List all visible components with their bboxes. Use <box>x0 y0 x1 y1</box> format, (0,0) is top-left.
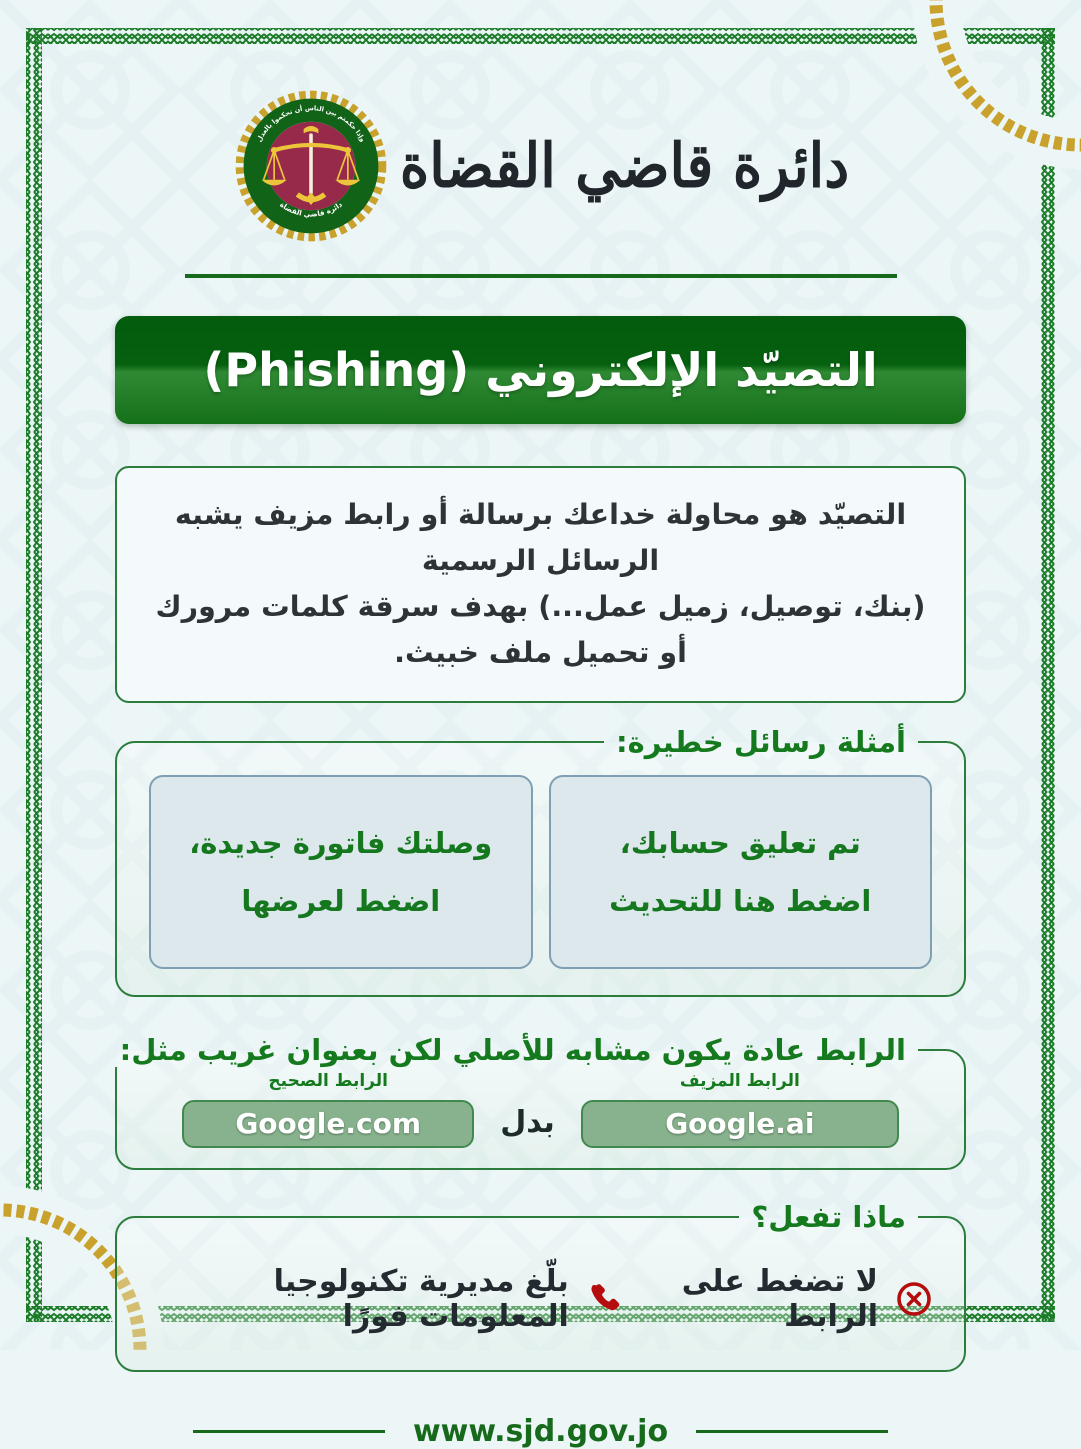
fake-link-column <box>581 1071 899 1148</box>
website-url: www.sjd.gov.jo <box>412 1413 669 1449</box>
poster-content <box>115 0 966 1449</box>
card-line-2: اضغط لعرضها <box>241 883 441 918</box>
examples-heading: أمثلة رسائل خطيرة: <box>616 724 906 759</box>
actions-section <box>115 1200 966 1372</box>
definition-box <box>115 466 966 703</box>
action-report: بلّغ مديرية تكنولوجيا المعلومات فورًا <box>273 1263 569 1334</box>
actions-heading: ماذا تفعل؟ <box>751 1199 906 1234</box>
real-link-column <box>182 1071 474 1148</box>
action-dont-click: لا تضغط على الرابط <box>681 1263 878 1334</box>
instead-of-word: بدل <box>500 1104 555 1140</box>
header <box>115 82 966 250</box>
circle-x-icon <box>896 1281 932 1317</box>
page-title: التصيّد الإلكتروني (Phishing) <box>203 343 878 397</box>
emblem-top-text: وإذا حكمتم بين الناس أن تحكموا بالعدل <box>254 104 367 144</box>
emblem-bottom-text: دائرة قاضي القضاة <box>277 199 344 219</box>
definition-line-2: (بنك، توصيل، زميل عمل...) بهدف سرقة كلمات مرورك أو تحميل ملف خبيث. <box>155 590 926 670</box>
fake-link-pill: Google.ai <box>581 1100 899 1148</box>
title-banner <box>115 316 966 424</box>
definition-line-1: التصيّد هو محاولة خداعك برسالة أو رابط مزيف يشبه الرسائل الرسمية <box>174 498 907 578</box>
links-row <box>149 1071 932 1148</box>
example-card-account-suspended <box>549 775 933 969</box>
real-link-label: الرابط الصحيح <box>268 1070 388 1091</box>
links-heading: الرابط عادة يكون مشابه للأصلي لكن بعنوان غريب مثل: <box>119 1032 906 1067</box>
card-line-2: اضغط هنا للتحديث <box>609 883 872 918</box>
example-cards <box>149 775 932 969</box>
card-line-1: تم تعليق حسابك، <box>619 825 861 860</box>
justice-scales-emblem <box>232 85 390 247</box>
example-card-new-invoice <box>149 775 533 969</box>
footer-line-left <box>193 1430 385 1433</box>
links-section <box>115 1033 966 1170</box>
phone-icon <box>587 1281 623 1317</box>
examples-section <box>115 725 966 997</box>
department-calligraphy: دائرة قاضي القضاة <box>399 130 850 202</box>
footer <box>115 1414 966 1449</box>
actions-row <box>149 1264 932 1334</box>
fake-link-label: الرابط المزيف <box>679 1070 800 1091</box>
card-line-1: وصلتك فاتورة جديدة، <box>189 825 493 860</box>
header-divider <box>185 274 897 278</box>
real-link-pill: Google.com <box>182 1100 474 1148</box>
footer-line-right <box>696 1430 888 1433</box>
